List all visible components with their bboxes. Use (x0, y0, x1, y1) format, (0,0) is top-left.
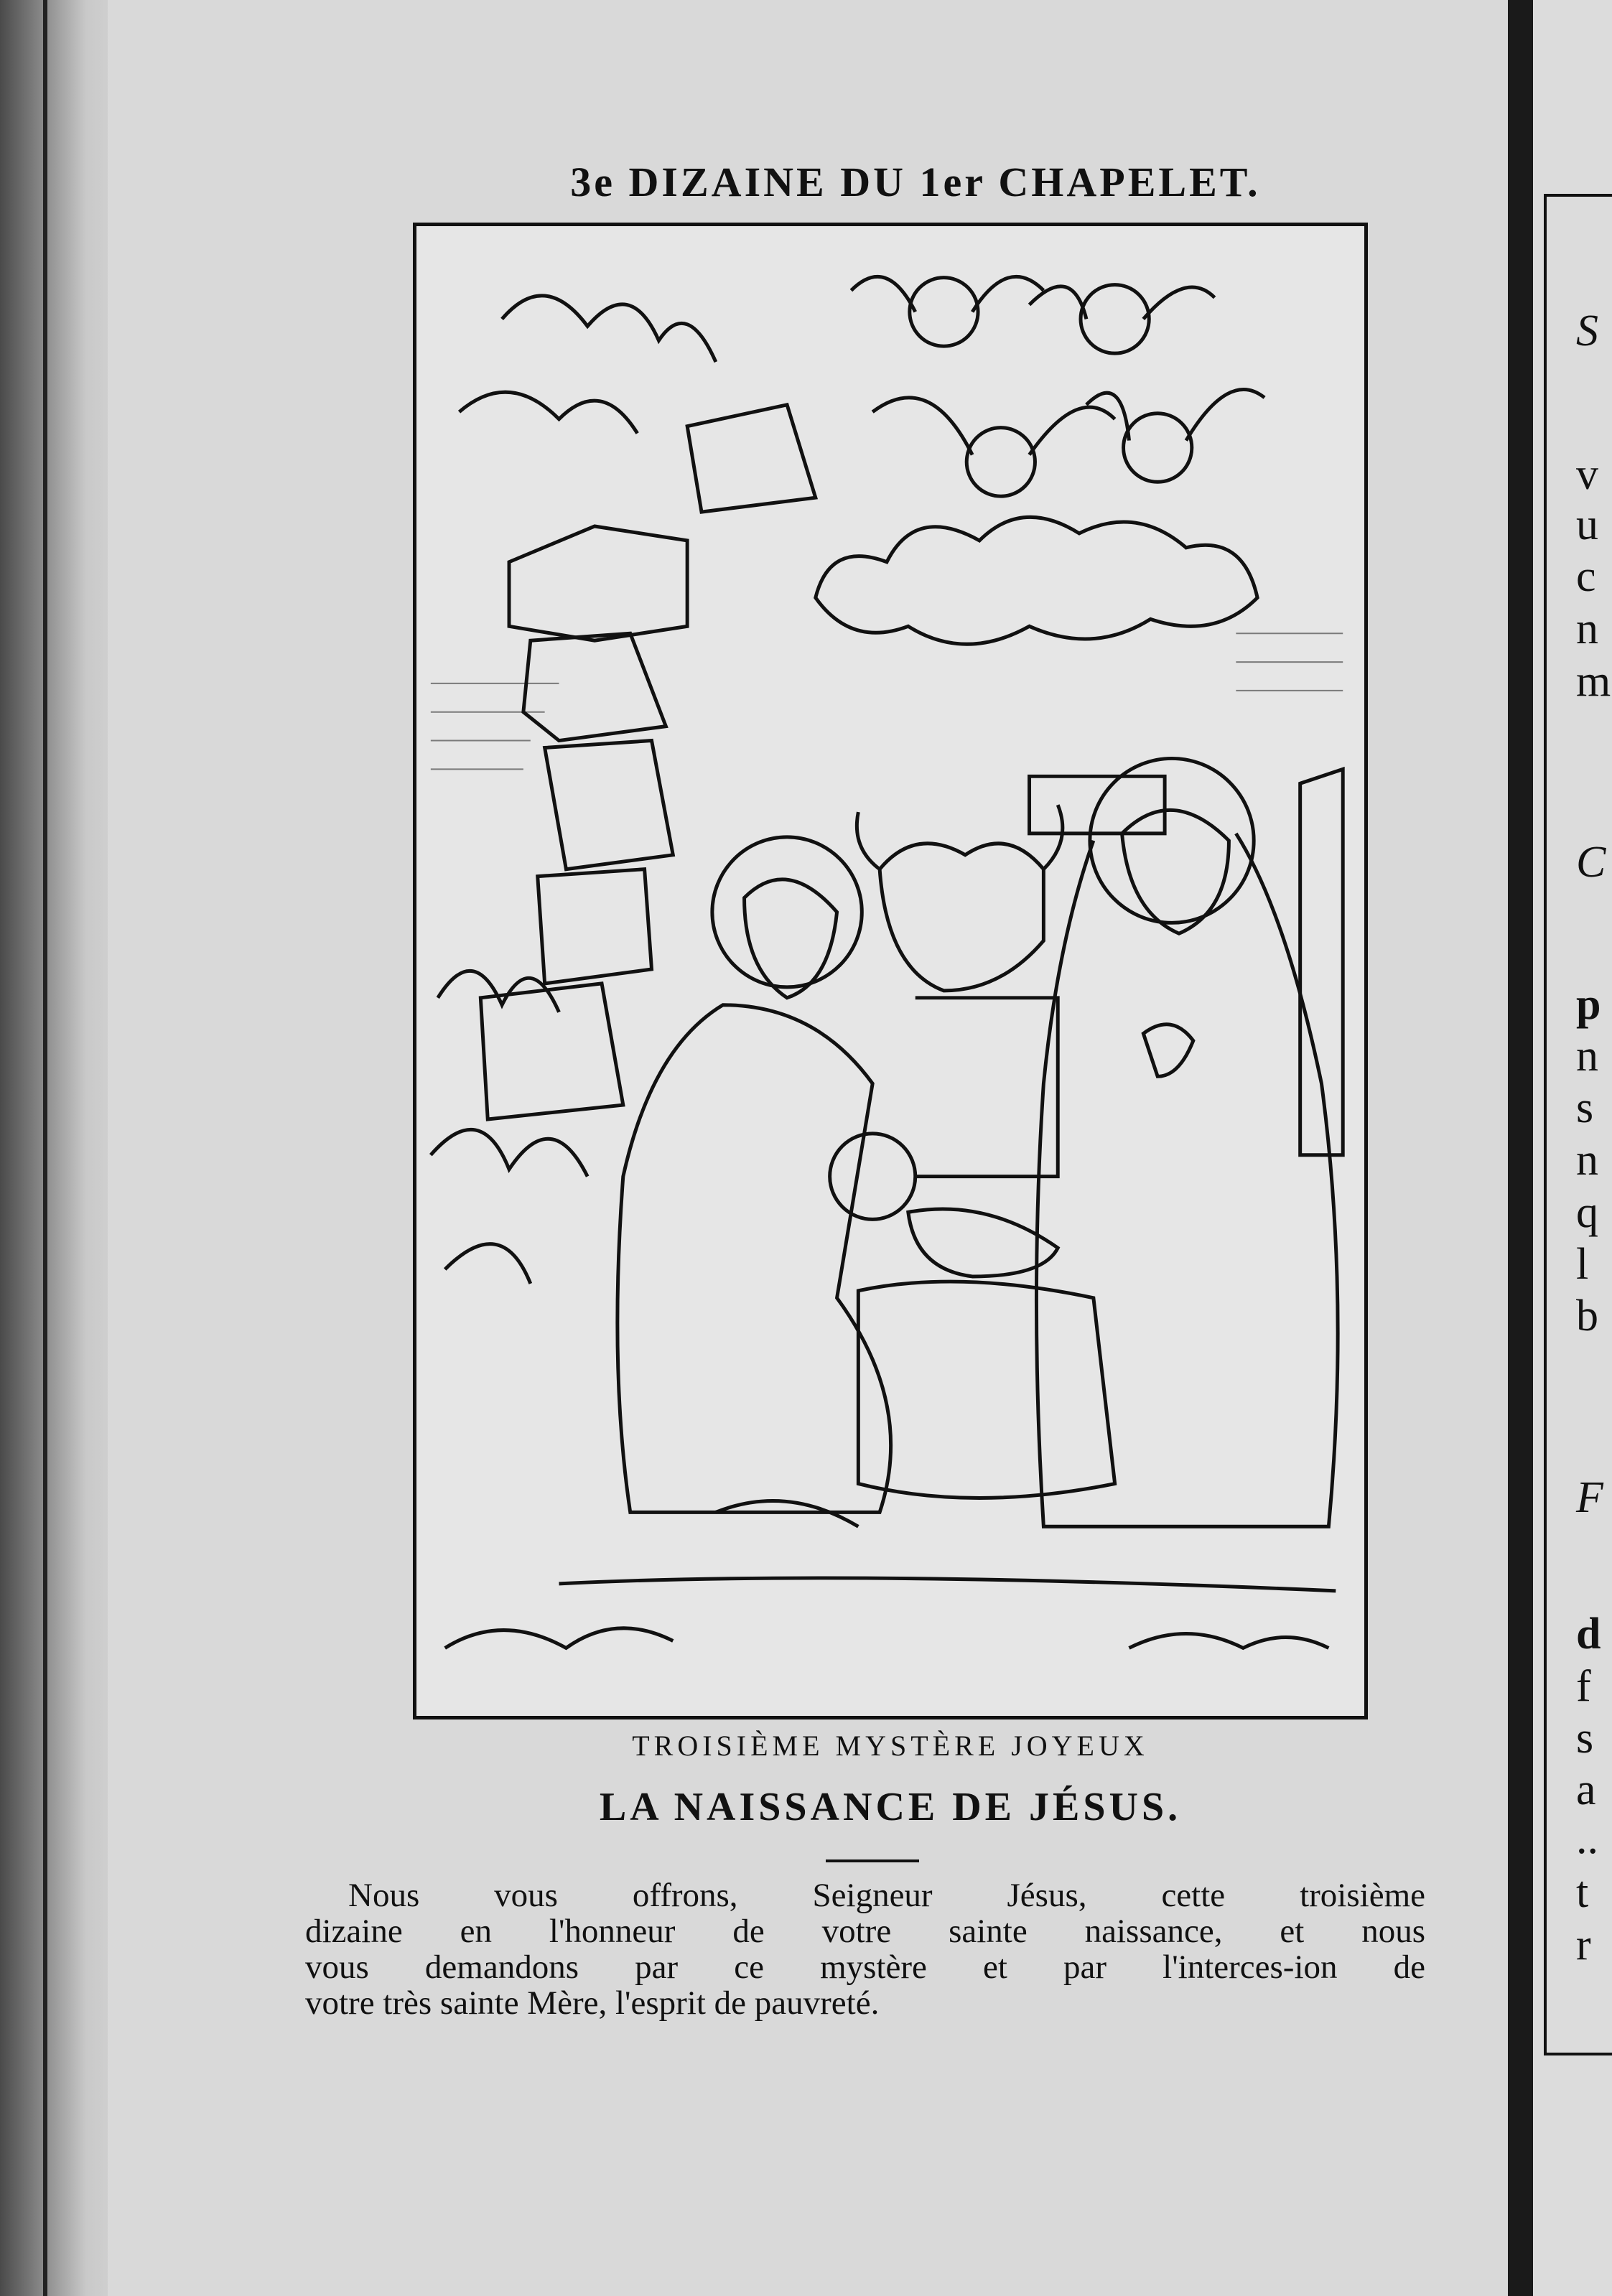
facing-letter: t (1576, 1868, 1589, 1917)
facing-letter: c (1576, 552, 1596, 601)
page-gutter (1508, 0, 1533, 2296)
facing-letter: s (1576, 1714, 1594, 1763)
facing-letter: s (1576, 1083, 1594, 1132)
facing-letter: r (1576, 1921, 1591, 1969)
binding-edge (43, 0, 47, 2296)
mystery-subtitle: TROISIÈME MYSTÈRE JOYEUX (632, 1730, 1149, 1762)
facing-letter: C (1576, 838, 1606, 887)
facing-letter: q (1576, 1188, 1598, 1237)
facing-letter: .. (1576, 1814, 1598, 1863)
divider (826, 1859, 919, 1862)
facing-letter: n (1576, 605, 1598, 653)
nativity-illustration (416, 226, 1364, 1716)
prayer-text (305, 1877, 1425, 2021)
nativity-engraving-icon (413, 223, 1368, 1719)
facing-letter: p (1576, 980, 1601, 1029)
facing-letter: a (1576, 1765, 1596, 1814)
prayer-line: votre très sainte Mère, l'esprit de pauvreté. (305, 1984, 880, 2022)
facing-letter: d (1576, 1610, 1601, 1658)
facing-letter: f (1576, 1662, 1591, 1711)
facing-letter: F (1576, 1473, 1603, 1522)
facing-letter: v (1576, 450, 1598, 499)
prayer-line: dizaine en l'honneur de votre sainte naissance, et nous (305, 1913, 1425, 1950)
facing-letter: b (1576, 1292, 1598, 1340)
mystery-title: LA NAISSANCE DE JÉSUS. (599, 1785, 1182, 1829)
facing-letter: S (1576, 307, 1598, 355)
prayer-line: vous demandons par ce mystère et par l'interces-ion de (305, 1949, 1425, 1986)
facing-letter: u (1576, 500, 1598, 549)
page-header: 3e DIZAINE DU 1er CHAPELET. (570, 159, 1261, 205)
prayer-line: Nous vous offrons, Seigneur Jésus, cette troisième (348, 1877, 1425, 1914)
facing-letter: n (1576, 1136, 1598, 1185)
facing-letter: m (1576, 657, 1611, 706)
facing-letter: l (1576, 1240, 1589, 1289)
facing-letter: n (1576, 1032, 1598, 1081)
